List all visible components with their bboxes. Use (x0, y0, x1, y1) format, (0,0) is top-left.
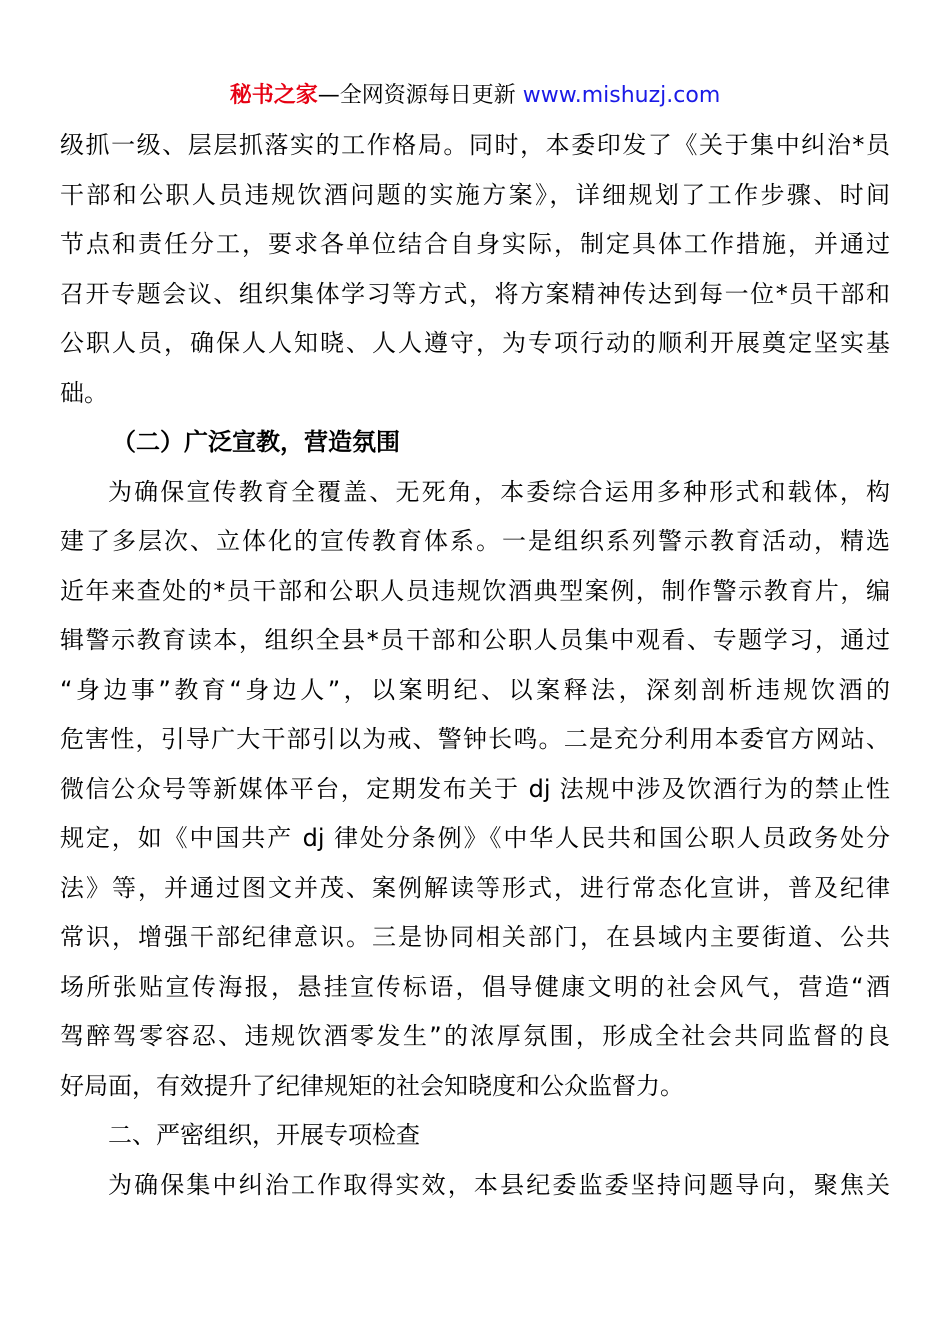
body-line: 级抓一级、层层抓落实的工作格局。同时，本委印发了《关于集中纠治*员 (60, 131, 890, 159)
site-brand: 秘书之家 (229, 83, 318, 108)
body-line: 规定，如《中国共产 dj 律处分条例》《中华人民共和国公职人员政务处分 (60, 824, 890, 852)
site-header (0, 80, 950, 112)
body-line: 场所张贴宣传海报，悬挂宣传标语，倡导健康文明的社会风气，营造“酒 (60, 972, 890, 1001)
body-line: 驾醉驾零容忍、违规饮酒零发生”的浓厚氛围，形成全社会共同监督的良 (60, 1022, 890, 1050)
body-line: “身边事”教育“身边人”，以案明纪、以案释法，深刻剖析违规饮酒的 (60, 675, 890, 704)
body-line: 法》等，并通过图文并茂、案例解读等形式，进行常态化宣讲，普及纪律 (60, 873, 890, 902)
body-line: 辑警示教育读本，组织全县*员干部和公职人员集中观看、专题学习，通过 (60, 626, 890, 654)
document-body (60, 121, 890, 1210)
body-line: 微信公众号等新媒体平台，定期发布关于 dj 法规中涉及饮酒行为的禁止性 (60, 774, 890, 803)
body-line: 节点和责任分工，要求各单位结合自身实际，制定具体工作措施，并通过 (60, 230, 890, 258)
body-line: 干部和公职人员违规饮酒问题的实施方案》，详细规划了工作步骤、时间 (60, 180, 890, 209)
site-url-link[interactable]: www.mishuzj.com (522, 83, 721, 108)
body-line: 近年来查处的*员干部和公职人员违规饮酒典型案例，制作警示教育片，编 (60, 576, 890, 605)
body-line: 为确保宣传教育全覆盖、无死角，本委综合运用多种形式和载体，构 (108, 477, 890, 506)
body-line: 公职人员，确保人人知晓、人人遵守，为专项行动的顺利开展奠定坚实基 (60, 329, 890, 357)
subsection-heading: （二）广泛宣教，营造氛围 (112, 428, 400, 456)
body-line: 危害性，引导广大干部引以为戒、警钟长鸣。二是充分利用本委官方网站、 (60, 725, 890, 753)
section-heading: 二、严密组织，开展专项检查 (108, 1121, 420, 1149)
body-line: 为确保集中纠治工作取得实效，本县纪委监委坚持问题导向，聚焦关 (108, 1170, 890, 1199)
body-line: 好局面，有效提升了纪律规矩的社会知晓度和公众监督力。 (60, 1071, 684, 1100)
body-line: 召开专题会议、组织集体学习等方式，将方案精神传达到每一位*员干部和 (60, 279, 890, 308)
site-slogan: —全网资源每日更新 (317, 83, 516, 108)
body-line: 常识，增强干部纪律意识。三是协同相关部门，在县域内主要街道、公共 (60, 923, 890, 951)
body-line: 础。 (60, 378, 108, 407)
body-line: 建了多层次、立体化的宣传教育体系。一是组织系列警示教育活动，精选 (60, 527, 890, 555)
